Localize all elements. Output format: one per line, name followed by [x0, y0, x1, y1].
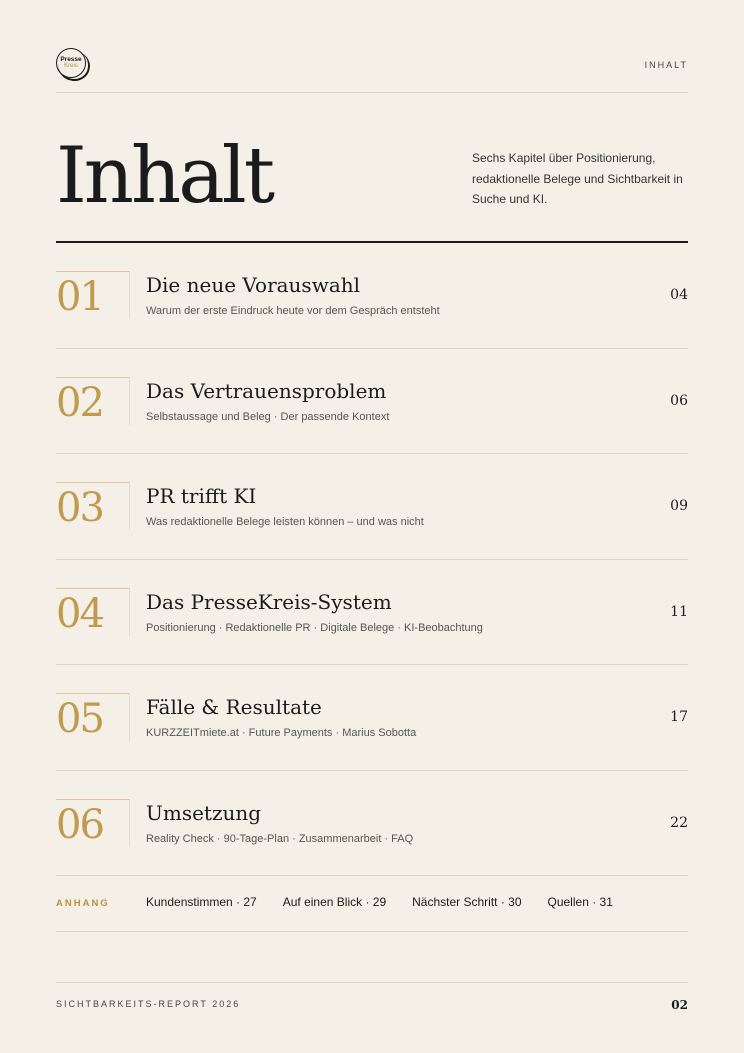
toc-entry-01[interactable]: [56, 243, 688, 349]
appendix-item-kundenstimmen[interactable]: Kundenstimmen · 27: [146, 895, 257, 909]
appendix-item-naechster-schritt[interactable]: Nächster Schritt · 30: [412, 895, 522, 909]
chapter-title: Fälle & Resultate: [146, 695, 322, 719]
logo-text-2: Kreis: [64, 63, 78, 69]
toc-entry-02[interactable]: [56, 349, 688, 454]
chapter-subtitle: KURZZEITmiete.at · Future Payments · Marius Sobotta: [146, 727, 417, 739]
logo-text-1: Presse: [60, 56, 82, 63]
chapter-page-number: 11: [670, 604, 688, 620]
chapter-number: 03: [56, 485, 103, 531]
toc-entry-06[interactable]: [56, 771, 688, 876]
running-head: INHALT: [644, 60, 688, 70]
chapter-number: 04: [56, 591, 103, 637]
chapter-number: 06: [56, 802, 103, 848]
appendix-divider: [56, 931, 688, 932]
chapter-title: Das PresseKreis-System: [146, 590, 392, 614]
chapter-subtitle: Positionierung · Redaktionelle PR · Digitale Belege · KI-Beobachtung: [146, 622, 483, 634]
toc-entry-05[interactable]: [56, 665, 688, 771]
toc-entry-04[interactable]: [56, 560, 688, 665]
chapter-number: 01: [56, 274, 103, 320]
presse-kreis-logo: [56, 48, 86, 78]
appendix-label: ANHANG: [56, 898, 110, 909]
chapter-subtitle: Was redaktionelle Belege leisten können – und was nicht: [146, 516, 424, 528]
footer-divider: [56, 982, 688, 983]
chapter-page-number: 06: [670, 393, 688, 409]
chapter-page-number: 22: [670, 815, 688, 831]
chapter-number: 05: [56, 696, 103, 742]
page-title: Inhalt: [56, 131, 273, 221]
chapter-title: Das Vertrauensproblem: [146, 379, 387, 403]
appendix-row: [56, 876, 688, 932]
intro-text: Sechs Kapitel über Positionierung, redaktionelle Belege und Sichtbarkeit in Suche und KI.: [472, 151, 683, 206]
appendix-item-quellen[interactable]: Quellen · 31: [547, 895, 613, 909]
chapter-number: 02: [56, 380, 103, 426]
top-divider: [56, 92, 688, 93]
chapter-page-number: 17: [670, 709, 688, 725]
chapter-page-number: 04: [670, 287, 688, 303]
appendix-items: [146, 895, 639, 909]
chapter-title: PR trifft KI: [146, 484, 257, 508]
footer-report-title: SICHTBARKEITS-REPORT 2026: [56, 999, 241, 1009]
chapter-subtitle: Selbstaussage und Beleg · Der passende Kontext: [146, 411, 390, 423]
chapter-page-number: 09: [670, 498, 688, 514]
chapter-subtitle: Reality Check · 90-Tage-Plan · Zusammenarbeit · FAQ: [146, 833, 414, 845]
footer-page-number: 02: [671, 998, 688, 1012]
toc-entry-03[interactable]: [56, 454, 688, 560]
page: [56, 0, 688, 1053]
chapter-title: Die neue Vorauswahl: [146, 273, 361, 297]
chapter-subtitle: Warum der erste Eindruck heute vor dem Gespräch entsteht: [146, 305, 440, 317]
appendix-item-auf-einen-blick[interactable]: Auf einen Blick · 29: [282, 895, 387, 909]
chapter-title: Umsetzung: [146, 801, 262, 825]
